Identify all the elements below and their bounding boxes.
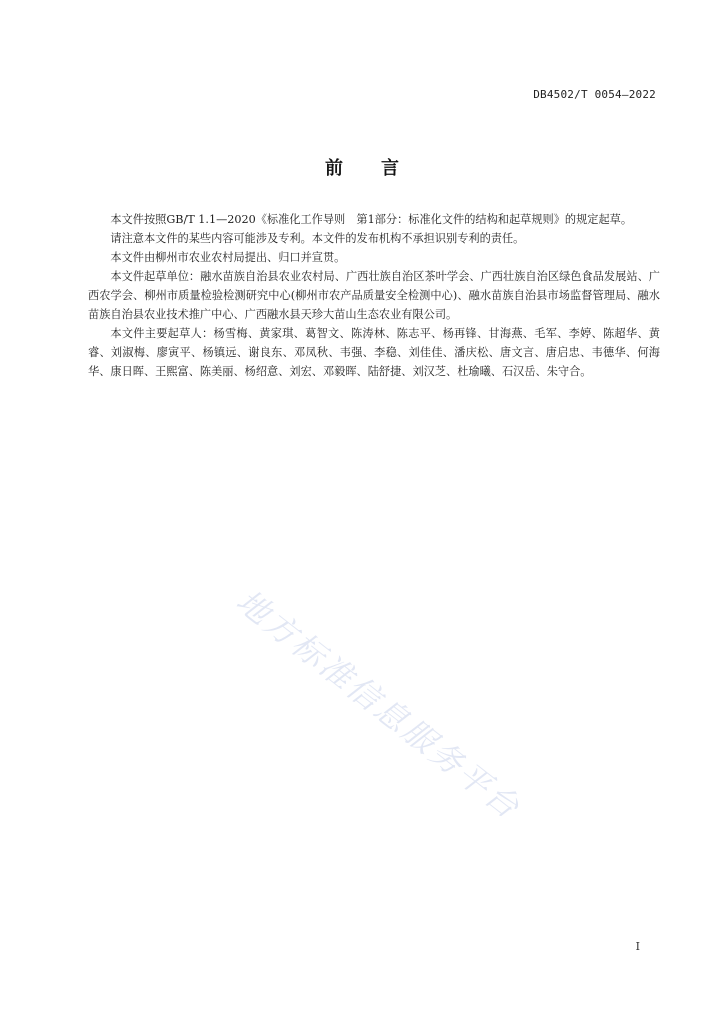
document-code: DB4502/T 0054—2022: [533, 88, 656, 101]
page-title: 前言: [325, 158, 437, 179]
page-number: I: [635, 940, 640, 953]
paragraph-proposer: 本文件由柳州市农业农村局提出、归口并宣贯。: [110, 251, 346, 264]
paragraph-drafting-rules: 本文件按照GB/T 1.1—2020《标准化工作导则 第1部分：标准化文件的结构和起草规则》的规定起草。: [110, 213, 633, 226]
paragraph-drafters: 本文件主要起草人：杨雪梅、黄家琪、葛智文、陈涛林、陈志平、杨再锋、甘海燕、毛军、李婷、陈超华、黄睿、刘淑梅、廖寅平、杨镇远、谢良东、邓凤秋、韦强、李稳、刘佳佳、潘庆松、唐文言、唐启忠、韦德华、何海华、康日晖、王熙富、陈美丽、杨绍意、刘宏、邓毅晖、陆舒捷、刘汉芝、杜瑜曦、石汉岳、朱守合。: [88, 327, 660, 378]
watermark: 地方标准信息服务平台: [229, 581, 529, 828]
paragraph-patent-notice: 请注意本文件的某些内容可能涉及专利。本文件的发布机构不承担识别专利的责任。: [110, 232, 525, 245]
paragraph-drafting-units: 本文件起草单位：融水苗族自治县农业农村局、广西壮族自治区茶叶学会、广西壮族自治区绿色食品发展站、广西农学会、柳州市质量检验检测研究中心(柳州市农产品质量安全检测中心)、融水苗族自治县市场监督管理局、融水苗族自治县农业技术推广中心、广西融水县天珍大苗山生态农业有限公司。: [88, 270, 660, 321]
preface-body: [88, 210, 660, 381]
